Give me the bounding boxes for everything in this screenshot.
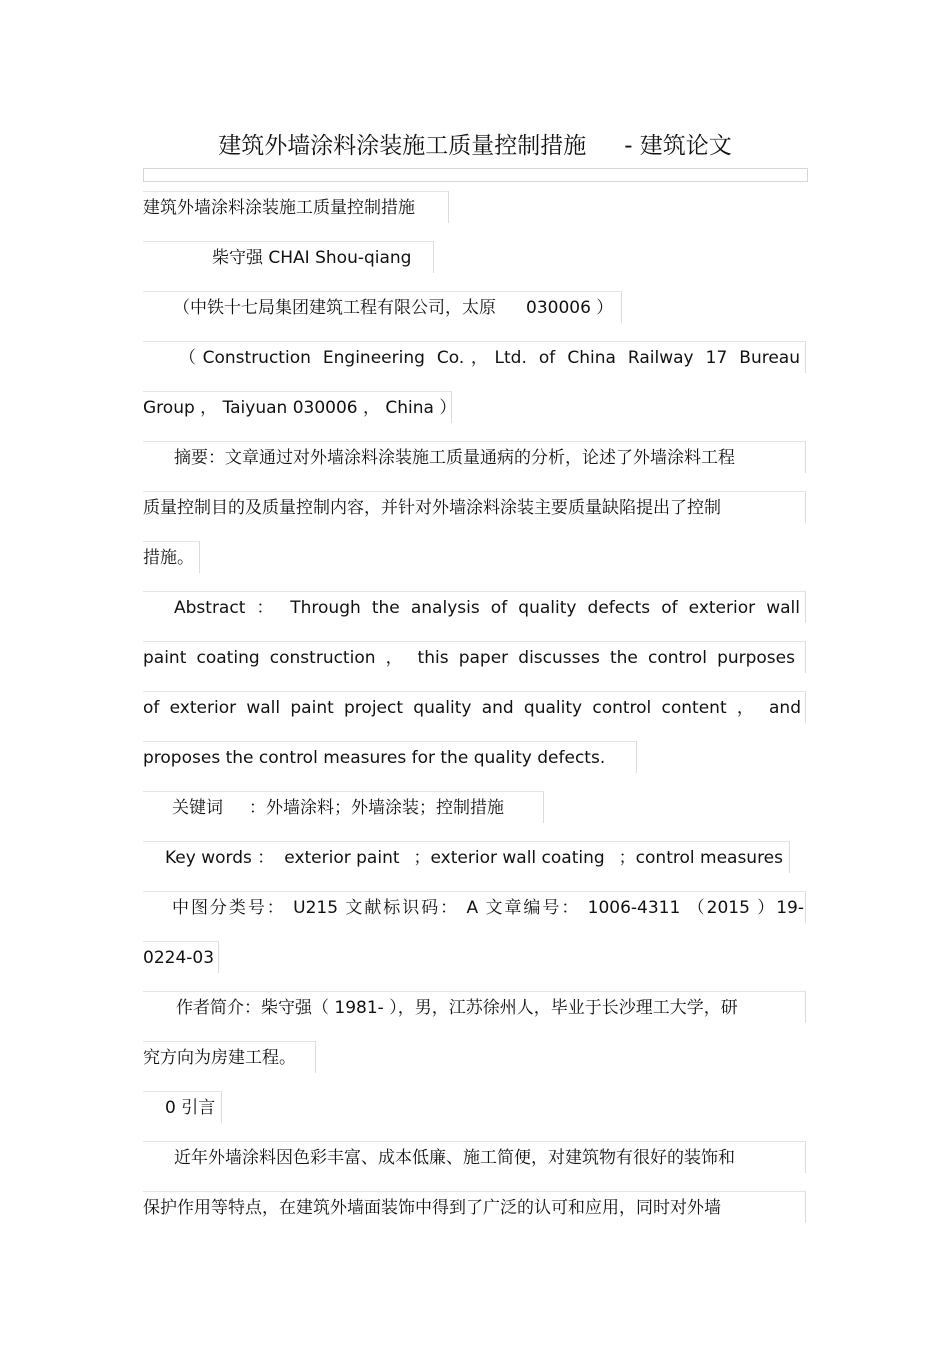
abstract-en-line-3: of exterior wall paint project quality and quality control content ， and xyxy=(143,698,801,718)
keywords-en-2: ；exterior wall coating xyxy=(413,848,605,868)
abstract-en-line-4: proposes the control measures for the quality defects. xyxy=(143,748,606,768)
affiliation-cn-code: 030006 ） xyxy=(526,298,614,318)
keywords-en-label: Key words ： xyxy=(165,848,275,868)
title-rule xyxy=(143,168,808,182)
abstract-cn-line-1: 摘要：文章通过对外墙涂料涂装施工质量通病的分析，论述了外墙涂料工程 xyxy=(174,448,735,468)
abstract-en-line-1: Abstract ： Through the analysis of quality defects of exterior wall xyxy=(174,598,800,618)
keywords-en-1: exterior paint xyxy=(284,848,400,868)
title-suffix: - 建筑论文 xyxy=(624,133,732,159)
author-bio-line-1: 作者简介：柴守强（ 1981- ），男，江苏徐州人，毕业于长沙理工大学，研 xyxy=(176,998,738,1018)
abstract-cn-line-2: 质量控制目的及质量控制内容，并针对外墙涂料涂装主要质量缺陷提出了控制 xyxy=(143,498,721,518)
affiliation-cn xyxy=(143,292,806,324)
abstract-cn-line-3: 措施。 xyxy=(143,548,194,568)
page-title xyxy=(0,128,950,164)
affiliation-en-line-1: （Construction Engineering Co.，Ltd. of China Railway 17 Bureau xyxy=(179,348,800,368)
keywords-cn-label: 关键词 xyxy=(172,798,223,818)
abstract-en-line-2: paint coating construction ， this paper discusses the control purposes xyxy=(143,648,795,668)
intro-line-1: 近年外墙涂料因色彩丰富、成本低廉、施工简便，对建筑物有很好的装饰和 xyxy=(174,1148,735,1168)
title-main: 建筑外墙涂料涂装施工质量控制措施 xyxy=(218,133,587,159)
classification-line-2: 0224-03 xyxy=(143,948,215,968)
keywords-cn-values: ：外墙涂料；外墙涂装；控制措施 xyxy=(249,798,504,818)
affiliation-en-line-2: Group ， Taiyuan 030006 ， China ） xyxy=(143,398,457,418)
keywords-en-3: ；control measures xyxy=(618,848,784,868)
article-subtitle: 建筑外墙涂料涂装施工质量控制措施 xyxy=(143,198,415,218)
keywords-en xyxy=(143,842,806,874)
article-author: 柴守强 CHAI Shou-qiang xyxy=(212,248,412,268)
affiliation-cn-text: （中铁十七局集团建筑工程有限公司，太原 xyxy=(173,298,496,318)
section-heading: 0 引言 xyxy=(165,1098,216,1118)
keywords-cn xyxy=(143,792,806,824)
classification-line-1: 中图分类号： U215 文献标识码： A 文章编号： 1006-4311 （2015 ）19- xyxy=(172,898,804,918)
author-bio-line-2: 究方向为房建工程。 xyxy=(143,1048,296,1068)
intro-line-2: 保护作用等特点，在建筑外墙面装饰中得到了广泛的认可和应用，同时对外墙 xyxy=(143,1198,721,1218)
